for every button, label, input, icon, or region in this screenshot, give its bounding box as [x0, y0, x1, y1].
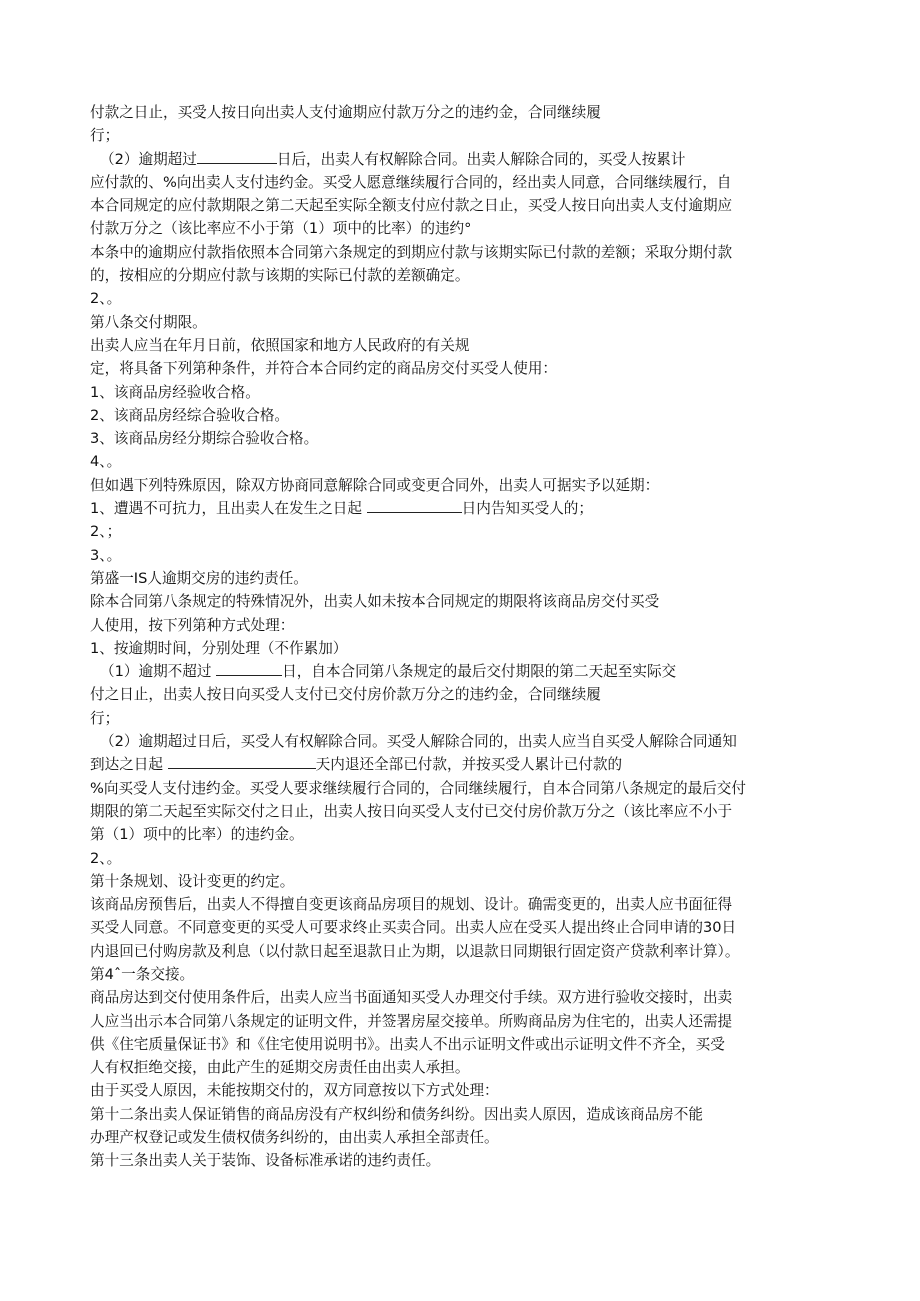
fill-blank	[367, 497, 462, 513]
text-span: 天内退还全部已付款，并按买受人累计已付款的	[315, 756, 623, 774]
text-line: 3、该商品房经分期综合验收合格。	[90, 430, 319, 448]
text-line: 除本合同第八条规定的特殊情况外，出卖人如未按本合同规定的期限将该商品房交付买受	[90, 593, 660, 611]
text-line: 供《住宅质量保证书》和《住宅使用说明书》。出卖人不出示证明文件或出示证明文件不齐全，买受	[90, 1035, 725, 1053]
text-line: 的，按相应的分期应付款与该期的实际已付款的差额确定。	[90, 267, 470, 285]
text-line: 定，将具备下列第种条件，并符合本合同约定的商品房交付买受人使用：	[90, 360, 558, 378]
text-line: 人使用，按下列第种方式处理：	[90, 616, 295, 634]
text-line: 由于买受人原因，未能按期交付的，双方同意按以下方式处理：	[90, 1082, 499, 1100]
text-line: （2）逾期超过日后，买受人有权解除合同。买受人解除合同的，出卖人应当自买受人解除合同通知	[100, 733, 737, 751]
text-line: 第十二条出卖人保证销售的商品房没有产权纠纷和债务纠纷。因出卖人原因，造成该商品房不能	[90, 1105, 703, 1123]
text-line: 付款之日止，买受人按日向出卖人支付逾期应付款万分之的违约金，合同继续履	[90, 104, 601, 121]
text-line: 但如遇下列特殊原因，除双方协商同意解除合同或变更合同外，出卖人可据实予以延期：	[90, 476, 660, 494]
text-span: 日内告知买受人的；	[461, 500, 593, 518]
text-line: 出卖人应当在年月日前，依照国家和地方人民政府的有关规	[90, 336, 470, 354]
text-line: 行；	[90, 709, 120, 727]
text-line: 2、该商品房经综合验收合格。	[90, 406, 290, 424]
text-line	[90, 148, 880, 171]
text-line: 人应当出示本合同第八条规定的证明文件，并签署房屋交接单。所购商品房为住宅的，出卖人还需提	[90, 1012, 733, 1030]
fill-blank	[216, 660, 282, 676]
text-line: 买受人同意。不同意变更的买受人可要求终止买卖合同。出卖人应在受买人提出终止合同申请的30日	[90, 919, 737, 937]
text-line: 3、。	[90, 546, 122, 564]
text-line: 本条中的逾期应付款指依照本合同第六条规定的到期应付款与该期实际已付款的差额；采取分期付款	[90, 243, 733, 261]
text-line: 付款万分之（该比率应不小于第（1）项中的比率）的违约°	[90, 220, 472, 238]
text-line: 2、；	[90, 523, 122, 541]
text-line: 内退回已付购房款及利息（以付款日起至退款日止为期，以退款日同期银行固定资产贷款利率计算）。	[90, 942, 740, 960]
text-line: 行；	[90, 127, 120, 145]
section-heading: 第盛一IS人逾期交房的违约责任。	[90, 569, 308, 587]
text-span: 1、遭遇不可抗力，且出卖人在发生之日起	[90, 500, 362, 518]
section-heading: 第八条交付期限。	[90, 313, 207, 331]
text-line: 4、。	[90, 453, 122, 471]
text-line: 2、。	[90, 849, 122, 867]
text-span: 日后，出卖人有权解除合同。出卖人解除合同的，买受人按累计	[276, 150, 686, 168]
section-heading: 第十三条出卖人关于装饰、设备标准承诺的违约责任。	[90, 1152, 441, 1170]
fill-blank	[197, 148, 277, 164]
text-line: %向买受人支付违约金。买受人要求继续履行合同的，合同继续履行，自本合同第八条规定的最后交付	[90, 779, 746, 797]
section-heading: 第4ˆ一条交接。	[90, 965, 195, 983]
text-line	[90, 753, 880, 776]
text-line: 期限的第二天起至实际交付之日止，出卖人按日向买受人支付已交付房价款万分之（该比率应不小于	[90, 802, 733, 820]
text-line: 该商品房预售后，出卖人不得擅自变更该商品房项目的规划、设计。确需变更的，出卖人应书面征得	[90, 896, 733, 914]
text-span: 到达之日起	[90, 756, 163, 774]
text-line	[90, 497, 880, 520]
text-line: 人有权拒绝交接，由此产生的延期交房责任由出卖人承担。	[90, 1059, 470, 1077]
text-line: 本合同规定的应付款期限之第二天起至实际全额支付应付款之日止，买受人按日向出卖人支付逾期应	[90, 197, 733, 215]
text-line: 付之日止，出卖人按日向买受人支付已交付房价款万分之的违约金，合同继续履	[90, 686, 601, 704]
text-line: 1、该商品房经验收合格。	[90, 383, 260, 401]
text-span: 日，自本合同第八条规定的最后交付期限的第二天起至实际交	[282, 663, 677, 681]
fill-blank	[168, 753, 316, 769]
text-line: 应付款的、%向出卖人支付违约金。买受人愿意继续履行合同的，经出卖人同意，合同继续履行，自	[90, 173, 732, 191]
text-line	[90, 660, 880, 683]
text-line: 1、按逾期时间，分别处理（不作累加）	[90, 639, 348, 657]
text-line: 商品房达到交付使用条件后，出卖人应当书面通知买受人办理交付手续。双方进行验收交接时，出卖	[90, 989, 733, 1007]
text-line: 第（1）项中的比率）的违约金。	[90, 826, 304, 844]
text-line: 办理产权登记或发生债权债务纠纷的，由出卖人承担全部责任。	[90, 1129, 499, 1147]
section-heading: 第十条规划、设计变更的约定。	[90, 872, 295, 890]
text-span: （1）逾期不超过	[100, 663, 212, 681]
text-span: （2）逾期超过	[100, 150, 197, 168]
text-line: 2、。	[90, 290, 122, 308]
